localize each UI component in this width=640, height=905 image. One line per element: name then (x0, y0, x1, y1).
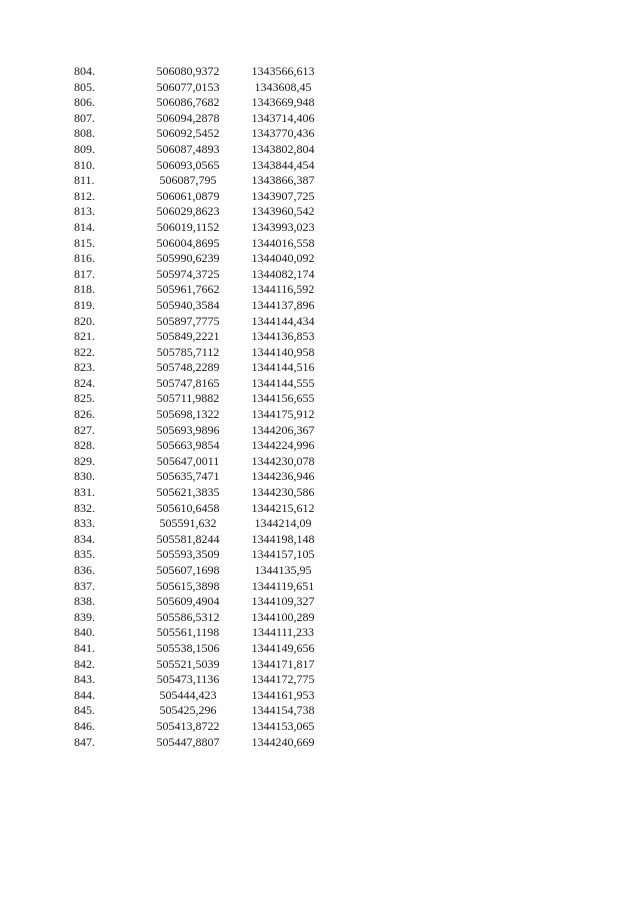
table-row (74, 220, 324, 236)
y-coordinate-cell: 1343669,948 (251, 95, 315, 110)
x-coordinate-cell: 505610,6458 (156, 500, 220, 515)
x-coordinate-cell: 505698,1322 (156, 407, 220, 422)
y-coordinate-cell: 1344171,817 (251, 656, 315, 671)
point-number-cell: 807. (74, 110, 95, 125)
y-coordinate-cell: 1344116,592 (251, 282, 315, 297)
table-row (74, 204, 324, 220)
table-row (74, 594, 324, 610)
y-coordinate-cell: 1344100,289 (251, 609, 315, 624)
table-row (74, 360, 324, 376)
y-coordinate-cell: 1343960,542 (251, 204, 315, 219)
y-coordinate-cell: 1344111,233 (251, 625, 315, 640)
table-row (74, 298, 324, 314)
y-coordinate-cell: 1344144,434 (251, 313, 315, 328)
y-coordinate-cell: 1343993,023 (251, 219, 315, 234)
table-row (74, 423, 324, 439)
x-coordinate-cell: 506086,7682 (156, 95, 220, 110)
point-number-cell: 823. (74, 360, 95, 375)
point-number-cell: 843. (74, 672, 95, 687)
point-number-cell: 825. (74, 391, 95, 406)
x-coordinate-cell: 505711,9882 (156, 391, 220, 406)
table-row (74, 719, 324, 735)
table-row (74, 672, 324, 688)
table-row (74, 282, 324, 298)
point-number-cell: 837. (74, 578, 95, 593)
y-coordinate-cell: 1344040,092 (251, 251, 315, 266)
y-coordinate-cell: 1344206,367 (251, 422, 315, 437)
x-coordinate-cell: 505663,9854 (156, 438, 220, 453)
point-number-cell: 804. (74, 64, 95, 78)
table-row (74, 345, 324, 361)
y-coordinate-cell: 1343844,454 (251, 157, 315, 172)
y-coordinate-cell: 1344137,896 (251, 297, 315, 312)
x-coordinate-cell: 505615,3898 (156, 578, 220, 593)
x-coordinate-cell: 505748,2289 (156, 360, 220, 375)
point-number-cell: 836. (74, 563, 95, 577)
x-coordinate-cell: 506094,2878 (156, 110, 220, 125)
x-coordinate-cell: 505940,3584 (156, 297, 220, 312)
point-number-cell: 839. (74, 609, 95, 624)
point-number-cell: 815. (74, 235, 95, 250)
y-coordinate-cell: 1343608,45 (254, 79, 312, 94)
x-coordinate-cell: 505849,2221 (156, 329, 220, 344)
x-coordinate-cell: 505647,0011 (156, 453, 220, 468)
y-coordinate-cell: 1344136,853 (251, 329, 315, 344)
table-row (74, 485, 324, 501)
y-coordinate-cell: 1344156,655 (251, 391, 315, 406)
x-coordinate-cell: 505586,5312 (156, 609, 220, 624)
table-row (74, 80, 324, 96)
x-coordinate-cell: 505974,3725 (156, 266, 220, 281)
point-number-cell: 845. (74, 703, 95, 718)
x-coordinate-cell: 505593,3509 (156, 547, 220, 562)
x-coordinate-cell: 506093,0565 (156, 157, 220, 172)
point-number-cell: 824. (74, 375, 95, 390)
table-row (74, 251, 324, 267)
table-row (74, 625, 324, 641)
y-coordinate-cell: 1344230,586 (251, 485, 315, 500)
x-coordinate-cell: 505609,4904 (156, 594, 220, 609)
point-number-cell: 810. (74, 157, 95, 172)
x-coordinate-cell: 505693,9896 (156, 422, 220, 437)
table-row (74, 657, 324, 673)
point-number-cell: 830. (74, 469, 95, 484)
point-number-cell: 811. (74, 173, 95, 188)
x-coordinate-cell: 505447,8807 (156, 734, 220, 749)
y-coordinate-cell: 1344153,065 (251, 718, 315, 733)
x-coordinate-cell: 506087,4893 (156, 141, 220, 156)
point-number-cell: 833. (74, 516, 95, 531)
table-row (74, 563, 324, 579)
x-coordinate-cell: 505635,7471 (156, 469, 220, 484)
x-coordinate-cell: 505990,6239 (156, 251, 220, 266)
point-number-cell: 840. (74, 625, 95, 640)
point-number-cell: 819. (74, 297, 95, 312)
x-coordinate-cell: 505591,632 (159, 516, 217, 531)
x-coordinate-cell: 506087,795 (159, 173, 217, 188)
point-number-cell: 841. (74, 640, 95, 655)
table-row (74, 641, 324, 657)
table-row (74, 236, 324, 252)
table-row (74, 407, 324, 423)
table-row (74, 376, 324, 392)
point-number-cell: 832. (74, 500, 95, 515)
point-number-cell: 829. (74, 453, 95, 468)
point-number-cell: 828. (74, 438, 95, 453)
x-coordinate-cell: 506029,8623 (156, 204, 220, 219)
table-row (74, 547, 324, 563)
y-coordinate-cell: 1344082,174 (251, 266, 315, 281)
table-row (74, 454, 324, 470)
point-number-cell: 846. (74, 718, 95, 733)
x-coordinate-cell: 506092,5452 (156, 126, 220, 141)
point-number-cell: 822. (74, 344, 95, 359)
point-number-cell: 842. (74, 656, 95, 671)
table-row (74, 267, 324, 283)
table-row (74, 391, 324, 407)
y-coordinate-cell: 1344240,669 (251, 734, 315, 749)
table-row (74, 516, 324, 532)
x-coordinate-cell: 505747,8165 (156, 375, 220, 390)
point-number-cell: 821. (74, 329, 95, 344)
x-coordinate-cell: 505607,1698 (156, 563, 220, 577)
x-coordinate-cell: 505621,3835 (156, 485, 220, 500)
point-number-cell: 838. (74, 594, 95, 609)
y-coordinate-cell: 1344172,775 (251, 672, 315, 687)
x-coordinate-cell: 506080,9372 (156, 64, 220, 78)
y-coordinate-cell: 1344016,558 (251, 235, 315, 250)
point-number-cell: 809. (74, 141, 95, 156)
x-coordinate-cell: 505521,5039 (156, 656, 220, 671)
y-coordinate-cell: 1343907,725 (251, 188, 315, 203)
table-row (74, 501, 324, 517)
table-row (74, 610, 324, 626)
point-number-cell: 818. (74, 282, 95, 297)
y-coordinate-cell: 1344140,958 (251, 344, 315, 359)
table-row (74, 95, 324, 111)
table-row (74, 314, 324, 330)
y-coordinate-cell: 1344230,078 (251, 453, 315, 468)
table-row (74, 579, 324, 595)
x-coordinate-cell: 505785,7112 (156, 344, 220, 359)
coordinate-table (74, 64, 324, 750)
point-number-cell: 808. (74, 126, 95, 141)
x-coordinate-cell: 505444,423 (159, 687, 217, 702)
point-number-cell: 812. (74, 188, 95, 203)
y-coordinate-cell: 1344119,651 (251, 578, 315, 593)
point-number-cell: 835. (74, 547, 95, 562)
x-coordinate-cell: 505425,296 (159, 703, 217, 718)
table-row (74, 735, 324, 751)
table-row (74, 438, 324, 454)
x-coordinate-cell: 505897,7775 (156, 313, 220, 328)
table-row (74, 703, 324, 719)
table-row (74, 111, 324, 127)
y-coordinate-cell: 1344149,656 (251, 640, 315, 655)
point-number-cell: 834. (74, 531, 95, 546)
y-coordinate-cell: 1343714,406 (251, 110, 315, 125)
table-row (74, 64, 324, 80)
point-number-cell: 816. (74, 251, 95, 266)
y-coordinate-cell: 1344215,612 (251, 500, 315, 515)
y-coordinate-cell: 1344175,912 (251, 407, 315, 422)
table-row (74, 142, 324, 158)
y-coordinate-cell: 1343566,613 (251, 64, 315, 78)
y-coordinate-cell: 1344236,946 (251, 469, 315, 484)
table-row (74, 126, 324, 142)
y-coordinate-cell: 1344144,516 (251, 360, 315, 375)
table-row (74, 173, 324, 189)
y-coordinate-cell: 1344109,327 (251, 594, 315, 609)
x-coordinate-cell: 506077,0153 (156, 79, 220, 94)
x-coordinate-cell: 505473,1136 (156, 672, 220, 687)
table-row (74, 688, 324, 704)
point-number-cell: 806. (74, 95, 95, 110)
x-coordinate-cell: 506061,0879 (156, 188, 220, 203)
table-row (74, 329, 324, 345)
y-coordinate-cell: 1344161,953 (251, 687, 315, 702)
x-coordinate-cell: 505413,8722 (156, 718, 220, 733)
x-coordinate-cell: 506004,8695 (156, 235, 220, 250)
table-row (74, 189, 324, 205)
y-coordinate-cell: 1344157,105 (251, 547, 315, 562)
y-coordinate-cell: 1344198,148 (251, 531, 315, 546)
point-number-cell: 813. (74, 204, 95, 219)
table-row (74, 469, 324, 485)
y-coordinate-cell: 1344144,555 (251, 375, 315, 390)
point-number-cell: 831. (74, 485, 95, 500)
x-coordinate-cell: 505538,1506 (156, 640, 220, 655)
point-number-cell: 805. (74, 79, 95, 94)
point-number-cell: 820. (74, 313, 95, 328)
point-number-cell: 814. (74, 219, 95, 234)
x-coordinate-cell: 505961,7662 (156, 282, 220, 297)
y-coordinate-cell: 1344214,09 (254, 516, 312, 531)
y-coordinate-cell: 1343770,436 (251, 126, 315, 141)
point-number-cell: 827. (74, 422, 95, 437)
point-number-cell: 847. (74, 734, 95, 749)
y-coordinate-cell: 1344135,95 (254, 563, 312, 577)
x-coordinate-cell: 505581,8244 (156, 531, 220, 546)
x-coordinate-cell: 505561,1198 (156, 625, 220, 640)
table-row (74, 158, 324, 174)
y-coordinate-cell: 1344154,738 (251, 703, 315, 718)
point-number-cell: 844. (74, 687, 95, 702)
y-coordinate-cell: 1343866,387 (251, 173, 315, 188)
y-coordinate-cell: 1343802,804 (251, 141, 315, 156)
point-number-cell: 826. (74, 407, 95, 422)
table-row (74, 532, 324, 548)
point-number-cell: 817. (74, 266, 95, 281)
x-coordinate-cell: 506019,1152 (156, 219, 220, 234)
y-coordinate-cell: 1344224,996 (251, 438, 315, 453)
